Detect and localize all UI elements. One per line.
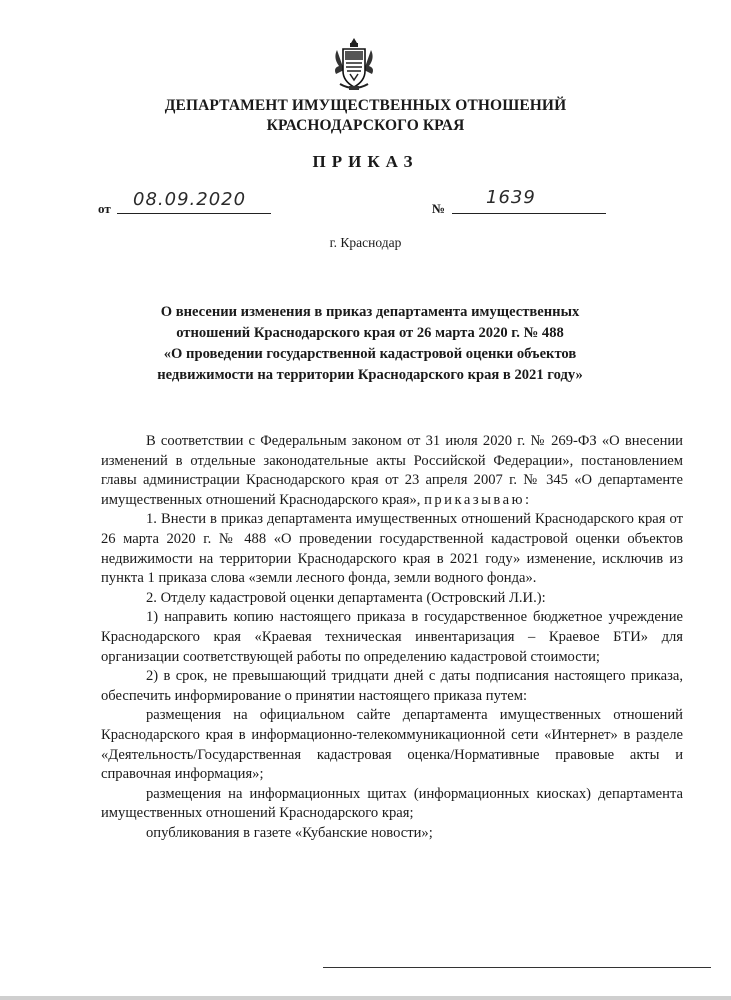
date-underline [117, 213, 271, 214]
order-word: приказываю: [424, 491, 532, 508]
subject-line: недвижимости на территории Краснодарского края в 2021 году» [157, 367, 583, 383]
handwritten-number: 1639 [486, 187, 536, 208]
subject-line: «О проведении государственной кадастровой оценки объектов [163, 346, 577, 362]
document-title: ПРИКАЗ [312, 152, 419, 171]
body-paragraph-item-1: 1. Внести в приказ департамента имущественных отношений Краснодарского края от 26 марта 2020 г. № 488 «О проведении государственной кадастровой оценки объектов недвижимости на территории Краснодарского края в 2021 году» изменение, исключив из пункта 1 приказа слова «земли лесного фонда, земли водного фонда». [101, 511, 683, 587]
body-paragraph-newspaper: опубликования в газете «Кубанские новости»; [146, 824, 433, 841]
order-subject [100, 302, 640, 386]
city-name: г. Краснодар [329, 235, 402, 250]
body-paragraph-subitem-1: 1) направить копию настоящего приказа в государственное бюджетное учреждение Краснодарского края «Краевая техническая инвентаризация – Краевое БТИ» для организации соответствующей работы по определению кадастровой стоимости; [101, 609, 683, 665]
handwritten-date: 08.09.2020 [133, 189, 247, 210]
body-paragraph-preamble [101, 432, 683, 510]
subject-line: О внесении изменения в приказ департамента имущественных [160, 304, 580, 320]
number-underline [452, 213, 606, 214]
body-paragraph-website: размещения на официальном сайте департамента имущественных отношений Краснодарского края в информационно-телекоммуникационной сети «Интернет» в разделе «Деятельность/Государственная кадастровая оценка/Нормативные правовые акты и справочная информация»; [101, 707, 683, 783]
body-paragraph-item-2: 2. Отделу кадастровой оценки департамента (Островский Л.И.): [146, 589, 546, 606]
preamble-text: В соответствии с Федеральным законом от 31 июля 2020 г. № 269-ФЗ «О внесении изменений в отдельные законодательные акты Российской Федерации», постановлением главы администрации Краснодарского края от 23 апреля 2007 г. № 345 «О департаменте имущественных отношений Краснодарского края», [101, 433, 683, 508]
coat-of-arms-emblem [331, 36, 377, 94]
order-body [101, 432, 683, 843]
bottom-rule [323, 967, 711, 968]
date-prefix: от [98, 201, 111, 216]
body-paragraph-kiosks: размещения на информационных щитах (информационных киосках) департамента имущественных отношений Краснодарского края; [101, 785, 683, 822]
scan-edge [0, 996, 731, 1000]
subject-line: отношений Краснодарского края от 26 марта 2020 г. № 488 [176, 325, 564, 341]
department-name-line1: ДЕПАРТАМЕНТ ИМУЩЕСТВЕННЫХ ОТНОШЕНИЙ [164, 97, 567, 114]
number-prefix: № [432, 201, 446, 216]
body-paragraph-subitem-2: 2) в срок, не превышающий тридцати дней с даты подписания настоящего приказа, обеспечить информирование о принятии настоящего приказа путем: [101, 668, 683, 704]
department-name-line2: КРАСНОДАРСКОГО КРАЯ [266, 117, 465, 134]
